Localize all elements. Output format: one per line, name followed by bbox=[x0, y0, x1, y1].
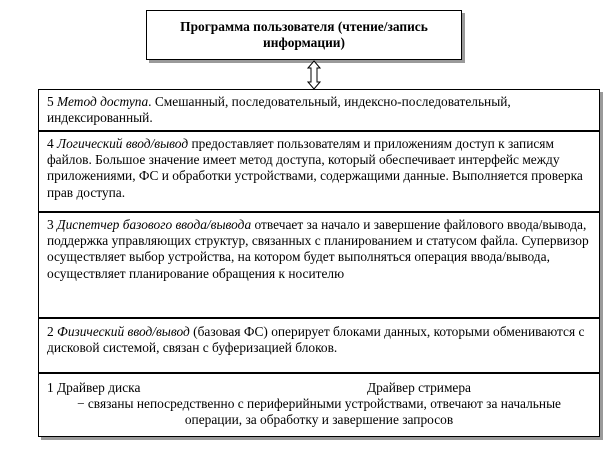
layer-5-text: . Смешанный, последовательный, индексно-последовательный, индексированный. bbox=[47, 94, 511, 126]
layer-3-basic-io-dispatcher bbox=[38, 212, 600, 318]
layer-3-title: Диспетчер базового ввода/вывода bbox=[57, 217, 252, 232]
user-program-box bbox=[146, 10, 462, 60]
layer-2-title: Физический ввод/вывод bbox=[57, 324, 190, 339]
user-program-line2: информации) bbox=[263, 35, 345, 51]
layer-4-text: предоставляет пользователям и приложениям доступ к записям файлов. Большое значение имеет метод доступа, который обеспечивает интерфейс между приложениями, ФС и обработки устройствами, содержащими данные. Выполняется проверка прав доступа. bbox=[47, 136, 583, 200]
layer-5-title: Метод доступа bbox=[57, 94, 149, 109]
disk-driver-label: 1 Драйвер диска bbox=[47, 380, 141, 395]
user-program-line1: Программа пользователя (чтение/запись bbox=[180, 19, 428, 34]
layer-2-number: 2 bbox=[47, 324, 58, 339]
streamer-driver-label: Драйвер стримера bbox=[366, 380, 471, 395]
layer-4-title: Логический ввод/вывод bbox=[57, 136, 189, 151]
layer-3-number: 3 bbox=[47, 217, 58, 232]
layer-4-number: 4 bbox=[47, 136, 58, 151]
double-arrow-vertical-icon bbox=[307, 60, 321, 90]
layer-3-text: отвечает за начало и завершение файлового ввода/вывода, поддержка управляющих структур, связанных с планированием и статусом файла. Супервизор осуществляет выбор устройства, на котором будет выполняться операция ввода/вывода, осуществляет планирование обращения к носителю bbox=[47, 217, 589, 281]
layer-5-access-method bbox=[38, 89, 600, 131]
layer-5-number: 5 bbox=[47, 94, 58, 109]
layer-4-logical-io bbox=[38, 131, 600, 212]
layer-2-text: (базовая ФС) оперирует блоками данных, которыми обмениваются с дисковой системой, связан с буферизацией блоков. bbox=[47, 324, 585, 356]
layer-2-physical-io bbox=[38, 318, 600, 373]
layer-1-drivers bbox=[38, 373, 600, 437]
drivers-row bbox=[47, 380, 591, 396]
drivers-description: − связаны непосредственно с периферийными устройствами, отвечают за начальные операции, за обработку и завершение запросов bbox=[76, 396, 562, 428]
